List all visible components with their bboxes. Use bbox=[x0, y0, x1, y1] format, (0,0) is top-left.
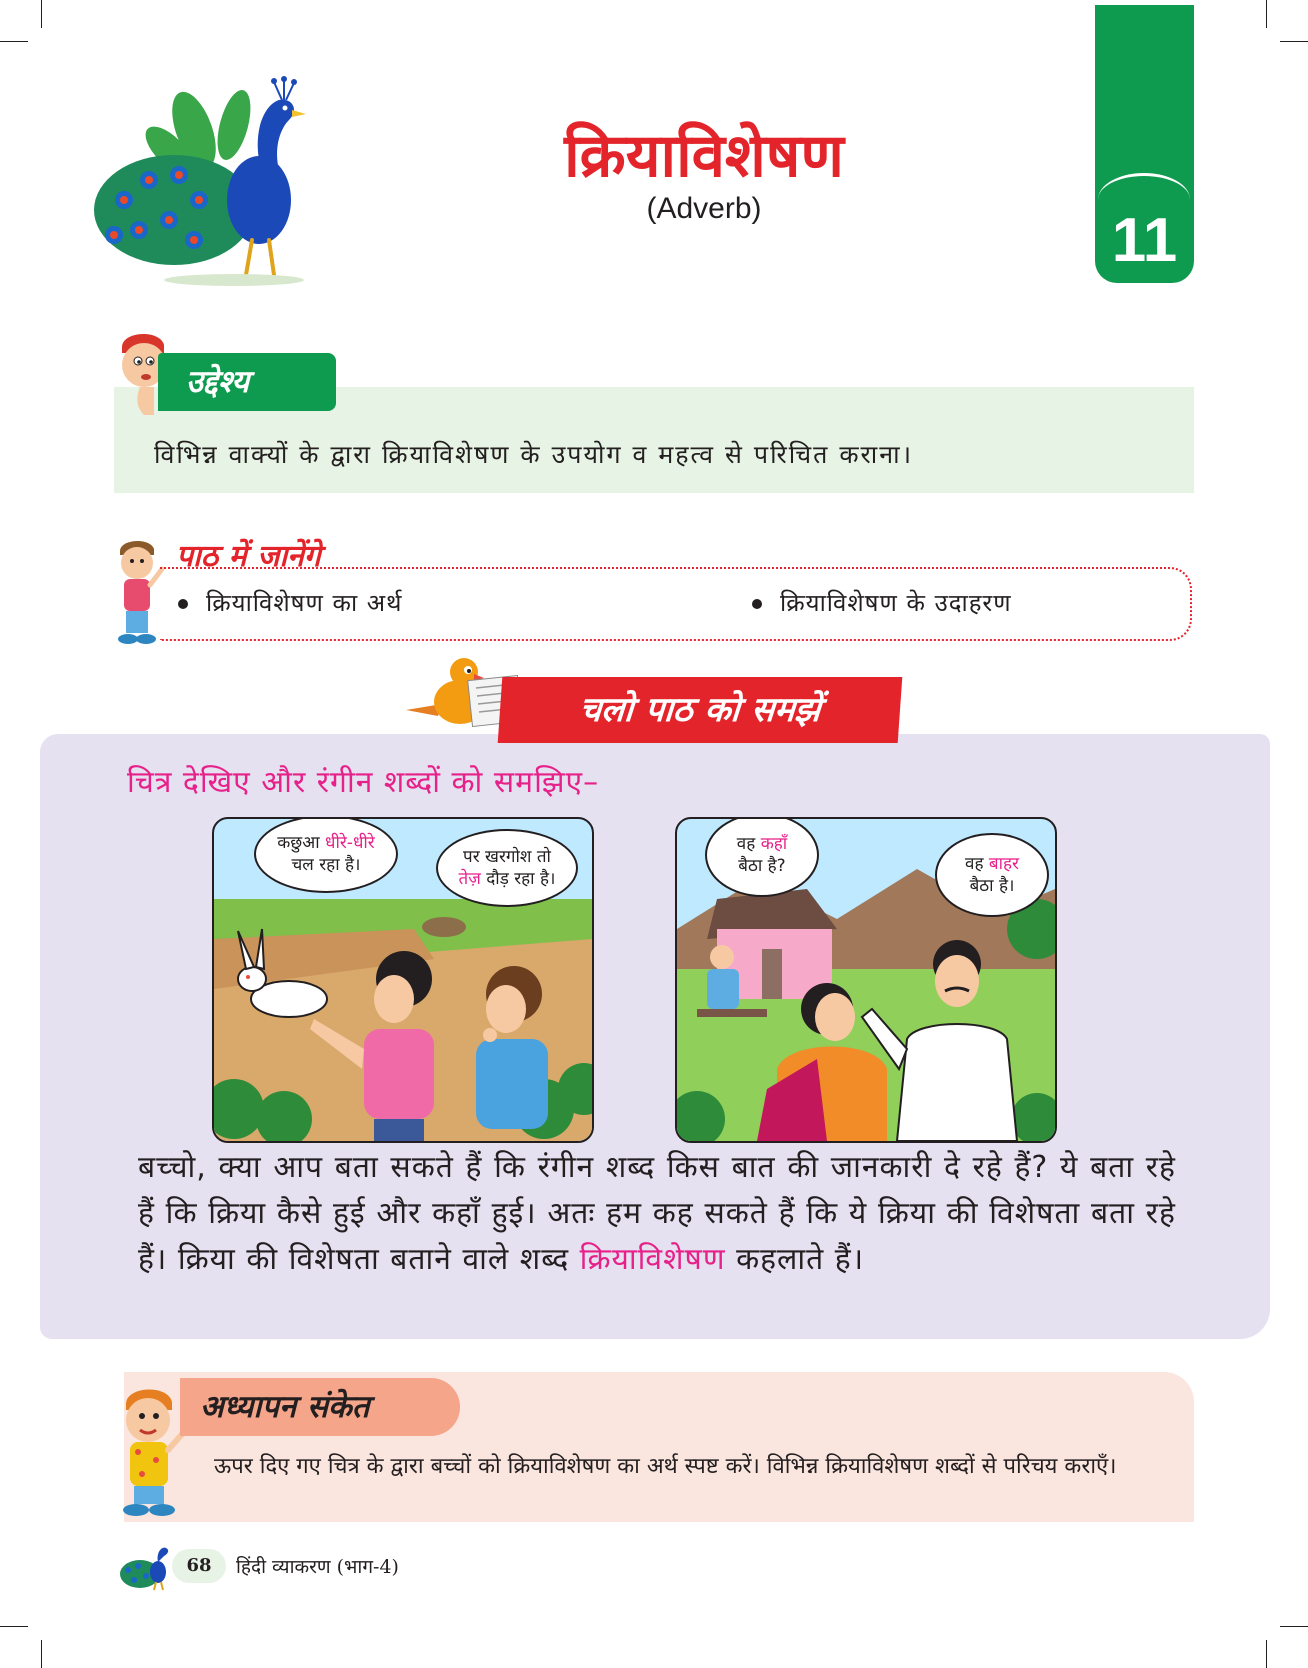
bubble-text: वह bbox=[736, 834, 761, 854]
speech-bubble bbox=[254, 817, 398, 893]
crop-mark bbox=[1266, 0, 1267, 28]
objective-text: विभिन्न वाक्यों के द्वारा क्रियाविशेषण के उपयोग व महत्व से परिचित कराना। bbox=[154, 440, 914, 469]
crop-mark bbox=[1280, 1626, 1308, 1627]
page-number: 68 bbox=[172, 1549, 226, 1583]
bullet-icon bbox=[178, 599, 188, 609]
bubble-highlight: कहाँ bbox=[760, 834, 788, 854]
learn-heading: पाठ में जानेंगे bbox=[176, 539, 321, 574]
crop-mark bbox=[41, 0, 42, 28]
chapter-number: 11 bbox=[1111, 206, 1178, 275]
speech-bubble bbox=[935, 833, 1049, 917]
crop-mark bbox=[1266, 1640, 1267, 1668]
crop-mark bbox=[0, 41, 28, 42]
peacock-illustration bbox=[84, 70, 324, 290]
explanation-text: कहलाते हैं। bbox=[725, 1242, 865, 1277]
objective-label: उद्देश्य bbox=[158, 353, 336, 411]
crop-mark bbox=[0, 1626, 28, 1627]
bubble-highlight: धीरे-धीरे bbox=[325, 833, 375, 853]
chapter-tab bbox=[1095, 5, 1194, 283]
bubble-text: वह bbox=[965, 854, 989, 874]
bubble-text: पर खरगोश तो bbox=[463, 847, 551, 867]
learn-item-label: क्रियाविशेषण का अर्थ bbox=[206, 589, 403, 617]
bubble-text: कछुआ bbox=[277, 833, 325, 853]
chapter-subtitle: (Adverb) bbox=[646, 192, 762, 225]
bubble-text: बैठा है। bbox=[969, 876, 1015, 896]
teaching-hint-label: अध्यापन संकेत bbox=[180, 1378, 460, 1436]
crop-mark bbox=[1280, 41, 1308, 42]
teaching-hint-text: ऊपर दिए गए चित्र के द्वारा बच्चों को क्रियाविशेषण का अर्थ स्पष्ट करें। विभिन्न क्रियाविशेषण शब्दों से परिचय कराएँ। bbox=[214, 1454, 1117, 1479]
bubble-text: चल रहा है। bbox=[291, 855, 361, 875]
learn-item-label: क्रियाविशेषण के उदाहरण bbox=[780, 589, 1012, 617]
bubble-highlight: बाहर bbox=[988, 854, 1019, 874]
speech-bubble bbox=[705, 817, 819, 897]
bubble-text: दौड़ रहा है। bbox=[480, 869, 556, 889]
instruction-text: चित्र देखिए और रंगीन शब्दों को समझिए– bbox=[127, 765, 600, 800]
crop-mark bbox=[41, 1640, 42, 1668]
comic-panel-village bbox=[675, 817, 1057, 1143]
comic-panel-tortoise-rabbit bbox=[212, 817, 594, 1143]
book-title: हिंदी व्याकरण (भाग-4) bbox=[236, 1556, 399, 1578]
chapter-title: क्रियाविशेषण bbox=[564, 121, 844, 191]
learn-item bbox=[178, 586, 402, 619]
speech-bubble bbox=[436, 829, 578, 907]
boy-pointing-illustration bbox=[110, 535, 166, 650]
learn-item bbox=[752, 586, 1012, 619]
bullet-icon bbox=[752, 599, 762, 609]
footer-peacock-icon bbox=[118, 1540, 174, 1592]
understand-banner: चलो पाठ को समझें bbox=[498, 677, 903, 743]
bubble-highlight: तेज़ bbox=[458, 869, 481, 889]
bubble-text: बैठा है? bbox=[738, 856, 786, 876]
explanation-paragraph bbox=[138, 1145, 1176, 1283]
explanation-text: बच्चो, क्या आप बता सकते हैं कि रंगीन शब्द किस बात की जानकारी दे रहे हैं? ये बता रहे हैं कि क्रिया कैसे हुई और कहाँ हुई। अतः हम कह सकते हैं कि ये क्रिया की विशेषता बता रहे हैं। क्रिया की विशेषता बताने वाले शब्द bbox=[138, 1150, 1176, 1277]
explanation-highlight: क्रियाविशेषण bbox=[579, 1242, 726, 1277]
